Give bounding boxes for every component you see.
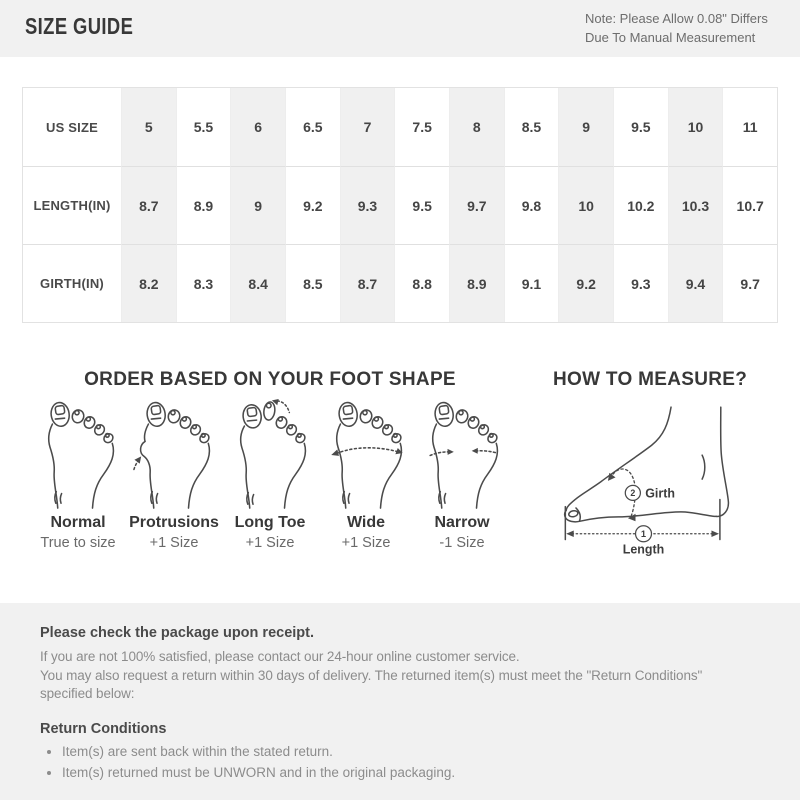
table-cell: 9.5	[613, 88, 668, 166]
girth-callout	[625, 485, 675, 500]
table-cell: 6.5	[285, 88, 340, 166]
foot-shape-name: Protrusions	[129, 514, 219, 531]
page-title: SIZE GUIDE	[25, 13, 134, 39]
table-cell: 8.4	[230, 244, 285, 322]
foot-shape-name: Narrow	[434, 514, 490, 531]
foot-wide-illustration	[322, 398, 411, 510]
foot-shape-name: Long Toe	[234, 514, 306, 531]
return-conditions-list	[40, 743, 760, 783]
table-cell: 5	[121, 88, 176, 166]
table-cell: 7.5	[394, 88, 449, 166]
table-row-label: LENGTH(IN)	[23, 166, 121, 244]
table-cell: 9.7	[722, 244, 777, 322]
foot-shape-name: Wide	[346, 514, 386, 531]
table-cell: 10.7	[722, 166, 777, 244]
table-cell: 9.7	[449, 166, 504, 244]
note-line-1: Note: Please Allow 0.08" Differs	[585, 11, 768, 26]
girth-number: 2	[630, 487, 636, 498]
measurement-note	[585, 9, 768, 47]
table-cell: 10.3	[668, 166, 723, 244]
length-arrow-left-icon	[566, 530, 574, 537]
table-cell: 9.2	[558, 244, 613, 322]
foot-shape-name: Normal	[50, 514, 106, 531]
return-conditions-heading: Return Conditions	[40, 720, 167, 737]
wide-arrow-left-icon	[331, 449, 339, 455]
table-cell: 9.3	[340, 166, 395, 244]
foot-long-toe-illustration	[226, 398, 315, 510]
table-cell: 10	[558, 166, 613, 244]
how-to-measure-figure	[552, 400, 743, 560]
return-condition-item: • Item(s) are sent back within the stated return.	[62, 743, 760, 762]
table-cell: 9.2	[285, 166, 340, 244]
foot-shape-advice: +1 Size	[341, 535, 391, 551]
length-number: 1	[640, 529, 647, 540]
package-check-heading: Please check the package upon receipt.	[40, 625, 315, 641]
return-policy-line: If you are not 100% satisfied, please contact our 24-hour online customer service.	[40, 649, 520, 664]
table-cell: 8.7	[340, 244, 395, 322]
table-cell: 9.3	[613, 244, 668, 322]
foot-shape-wide	[318, 398, 414, 551]
foot-shape-row	[30, 398, 510, 551]
table-row-label: GIRTH(IN)	[23, 244, 121, 322]
return-policy-line: specified below:	[40, 686, 135, 701]
table-cell: 6	[230, 88, 285, 166]
measure-foot-diagram	[552, 400, 743, 560]
table-cell: 9.4	[668, 244, 723, 322]
girth-label: Girth	[645, 486, 675, 501]
foot-protrusions-illustration	[130, 398, 219, 510]
size-table	[22, 87, 778, 323]
note-line-2: Due To Manual Measurement	[585, 30, 756, 45]
table-cell: 8.8	[394, 244, 449, 322]
length-callout	[623, 526, 664, 557]
table-row-label: US SIZE	[46, 119, 98, 135]
header-band	[0, 0, 800, 57]
table-cell: 8.5	[504, 88, 559, 166]
narrow-arrow-left-icon	[447, 449, 453, 455]
table-cell: 8.7	[121, 166, 176, 244]
foot-shape-normal	[30, 398, 126, 551]
table-cell: 10.2	[613, 166, 668, 244]
table-cell: 10	[668, 88, 723, 166]
foot-narrow-illustration	[418, 398, 507, 510]
table-cell: 8	[449, 88, 504, 166]
length-arrow-right-icon	[711, 530, 719, 537]
foot-shape-long-toe	[222, 398, 318, 551]
foot-shape-advice: -1 Size	[439, 535, 485, 551]
table-cell: 9	[558, 88, 613, 166]
bunion-arrow-icon	[134, 456, 141, 463]
table-cell: 9.8	[504, 166, 559, 244]
foot-shape-protrusions	[126, 398, 222, 551]
foot-shape-advice: +1 Size	[149, 535, 199, 551]
table-cell: 8.2	[121, 244, 176, 322]
narrow-arrow-right-icon	[471, 448, 477, 454]
table-cell: 8.9	[449, 244, 504, 322]
table-cell: 9	[230, 166, 285, 244]
table-cell: 8.9	[176, 166, 231, 244]
return-policy-line: You may also request a return within 30 days of delivery. The returned item(s) must meet the "Return Conditions"	[40, 667, 703, 683]
return-condition-item: • Item(s) returned must be UNWORN and in the original packaging.	[62, 764, 760, 783]
foot-shape-title: ORDER BASED ON YOUR FOOT SHAPE	[84, 369, 456, 390]
table-cell: 11	[722, 88, 777, 166]
table-cell: 8.3	[176, 244, 231, 322]
table-cell: 9.1	[504, 244, 559, 322]
return-policy-lines	[40, 648, 760, 704]
foot-shape-advice: True to size	[40, 535, 116, 551]
return-policy-section	[0, 603, 800, 800]
table-cell: 8.5	[285, 244, 340, 322]
table-cell: 7	[340, 88, 395, 166]
table-cell: 5.5	[176, 88, 231, 166]
table-cell: 9.5	[394, 166, 449, 244]
how-to-measure-title: HOW TO MEASURE?	[553, 369, 748, 390]
foot-normal-illustration	[34, 398, 123, 510]
length-label: Length	[622, 542, 665, 557]
foot-shape-advice: +1 Size	[245, 535, 295, 551]
foot-shape-narrow	[414, 398, 510, 551]
